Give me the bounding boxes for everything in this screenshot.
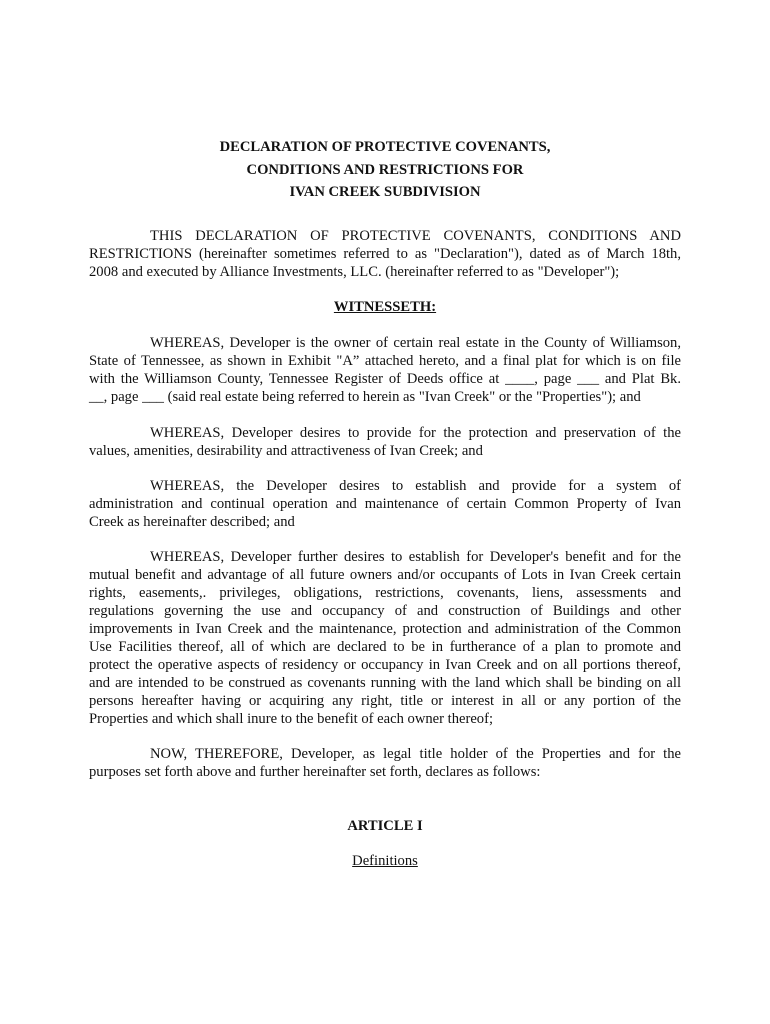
text-line: 2008 and executed by Alliance Investments, LLC. (hereinafter referred to as "Developer"); (89, 264, 620, 280)
whereas-paragraph-4 (89, 548, 681, 728)
text-line: THIS DECLARATION OF PROTECTIVE COVENANTS, CONDITIONS AND (150, 228, 681, 244)
text-line: mutual benefit and advantage of all future owners and/or occupants of Lots in Ivan Creek certain (89, 567, 681, 583)
title-line: IVAN CREEK SUBDIVISION (289, 184, 481, 200)
whereas-paragraph-2 (89, 424, 681, 460)
text-line: regulations governing the use and occupancy of and construction of Buildings and other (89, 603, 681, 619)
text-line: improvements in Ivan Creek and the maintenance, protection and administration of the Common (89, 621, 681, 637)
text-line: RESTRICTIONS (hereinafter sometimes referred to as "Declaration"), dated as of March 18th, (89, 246, 681, 262)
text-line: administration and continual operation and maintenance of certain Common Property of Ivan (89, 496, 681, 512)
title-line: CONDITIONS AND RESTRICTIONS FOR (246, 161, 524, 178)
text-line: WHEREAS, Developer is the owner of certain real estate in the County of Williamson, (150, 335, 681, 351)
whereas-paragraph-1 (89, 334, 681, 406)
now-therefore-paragraph (89, 745, 681, 781)
text-line: WHEREAS, Developer desires to provide for the protection and preservation of the (150, 425, 681, 441)
document-title (0, 136, 770, 204)
text-line: Use Facilities thereof, all of which are declared to be in furtherance of a plan to promote and (89, 639, 681, 655)
article-subheading: Definitions (352, 853, 418, 869)
witnesseth-heading: WITNESSETH: (333, 299, 437, 315)
text-line: State of Tennessee, as shown in Exhibit "A” attached hereto, and a final plat for which is on file (89, 353, 681, 369)
text-line: values, amenities, desirability and attractiveness of Ivan Creek; and (89, 443, 483, 459)
text-line: protect the operative aspects of residency or occupancy in Ivan Creek and on all portions thereof, (89, 657, 681, 673)
text-line: with the Williamson County, Tennessee Register of Deeds office at ____, page ___ and Plat Bk. (89, 371, 681, 387)
title-line: DECLARATION OF PROTECTIVE COVENANTS, (219, 139, 551, 155)
text-line: Creek as hereinafter described; and (89, 514, 295, 530)
text-line: persons hereafter having or acquiring any right, title or interest in all or any portion of the (89, 693, 681, 709)
text-line: NOW, THEREFORE, Developer, as legal title holder of the Properties and for the (150, 746, 681, 762)
text-line: purposes set forth above and further hereinafter set forth, declares as follows: (89, 764, 541, 780)
intro-paragraph (89, 227, 681, 281)
text-line: Properties and which shall inure to the benefit of each owner thereof; (89, 711, 494, 727)
whereas-paragraph-3 (89, 477, 681, 531)
text-line: WHEREAS, the Developer desires to establish and provide for a system of (150, 478, 681, 494)
text-line: WHEREAS, Developer further desires to establish for Developer's benefit and for the (150, 549, 681, 565)
text-line: and are intended to be construed as covenants running with the land which shall be binding on all (89, 675, 681, 691)
article-heading: ARTICLE I (347, 818, 423, 834)
text-line: rights, easements,. privileges, obligations, restrictions, covenants, liens, assessments and (89, 585, 681, 601)
text-line: __, page ___ (said real estate being referred to herein as "Ivan Creek" or the "Properties"); and (89, 389, 641, 405)
